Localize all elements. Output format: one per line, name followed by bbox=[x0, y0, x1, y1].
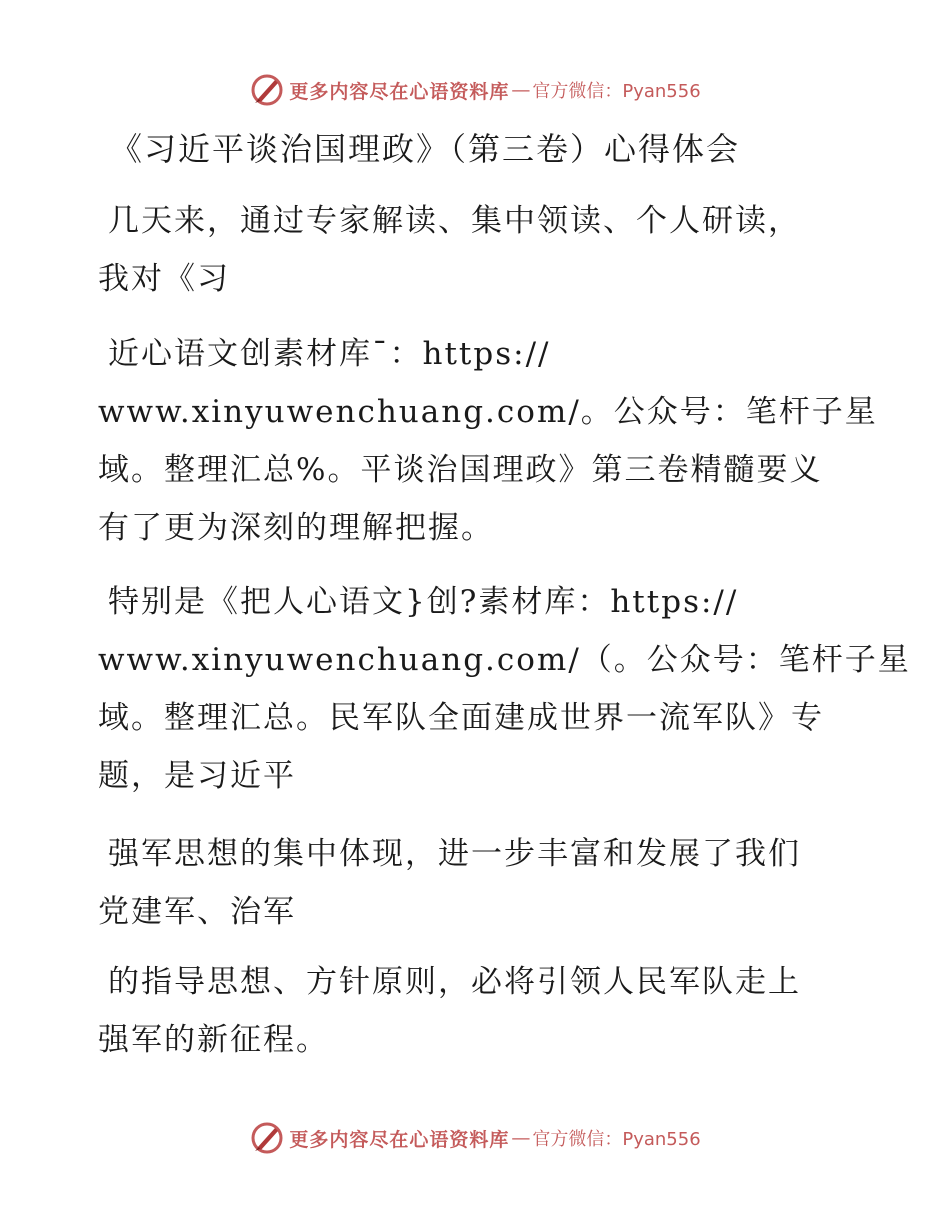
banner-contact-text: 官方微信：Pyan556 bbox=[532, 1129, 701, 1150]
paragraph-5 bbox=[98, 953, 801, 1069]
paragraph-line: 近心语文创素材库¯：https:// bbox=[108, 336, 551, 372]
paragraph-line: 域。整理汇总%。平谈治国理政》第三卷精髓要义 bbox=[98, 452, 823, 488]
paragraph-4 bbox=[98, 825, 801, 941]
page-title: 《习近平谈治国理政》（第三卷）心得体会 bbox=[110, 130, 741, 168]
banner-brand-text: 更多内容尽在心语资料库 bbox=[289, 1128, 510, 1151]
banner-brand-text: 更多内容尽在心语资料库 bbox=[289, 80, 510, 103]
quill-logo-icon bbox=[249, 1120, 285, 1156]
banner-separator: — bbox=[511, 79, 531, 101]
paragraph-line: 域。整理汇总。民军队全面建成世界一流军队》专 bbox=[98, 700, 824, 736]
paragraph-line: 几天来，通过专家解读、集中领读、个人研读， bbox=[108, 203, 801, 239]
banner-separator: — bbox=[511, 1127, 531, 1149]
footer-banner bbox=[0, 1118, 950, 1158]
banner-contact-text: 官方微信：Pyan556 bbox=[532, 81, 701, 102]
header-banner bbox=[0, 70, 950, 110]
paragraph-line: www.xinyuwenchuang.com/。公众号：笔杆子星 bbox=[98, 394, 878, 430]
paragraph-2 bbox=[98, 325, 878, 557]
paragraph-line: 的指导思想、方针原则，必将引领人民军队走上 bbox=[108, 964, 801, 1000]
paragraph-line: 题，是习近平 bbox=[98, 758, 296, 794]
paragraph-3 bbox=[98, 573, 911, 805]
paragraph-line: 党建军、治军 bbox=[98, 894, 296, 930]
quill-logo-icon bbox=[249, 72, 285, 108]
paragraph-line: 特别是《把人心语文}创?素材库：https:// bbox=[108, 584, 739, 620]
paragraph-line: 强军的新征程。 bbox=[98, 1022, 329, 1058]
paragraph-line: 强军思想的集中体现，进一步丰富和发展了我们 bbox=[108, 836, 801, 872]
paragraph-line: 有了更为深刻的理解把握。 bbox=[98, 510, 494, 546]
paragraph-1 bbox=[98, 192, 801, 308]
paragraph-line: 我对《习 bbox=[98, 261, 230, 297]
paragraph-line: www.xinyuwenchuang.com/（。公众号：笔杆子星 bbox=[98, 642, 911, 678]
